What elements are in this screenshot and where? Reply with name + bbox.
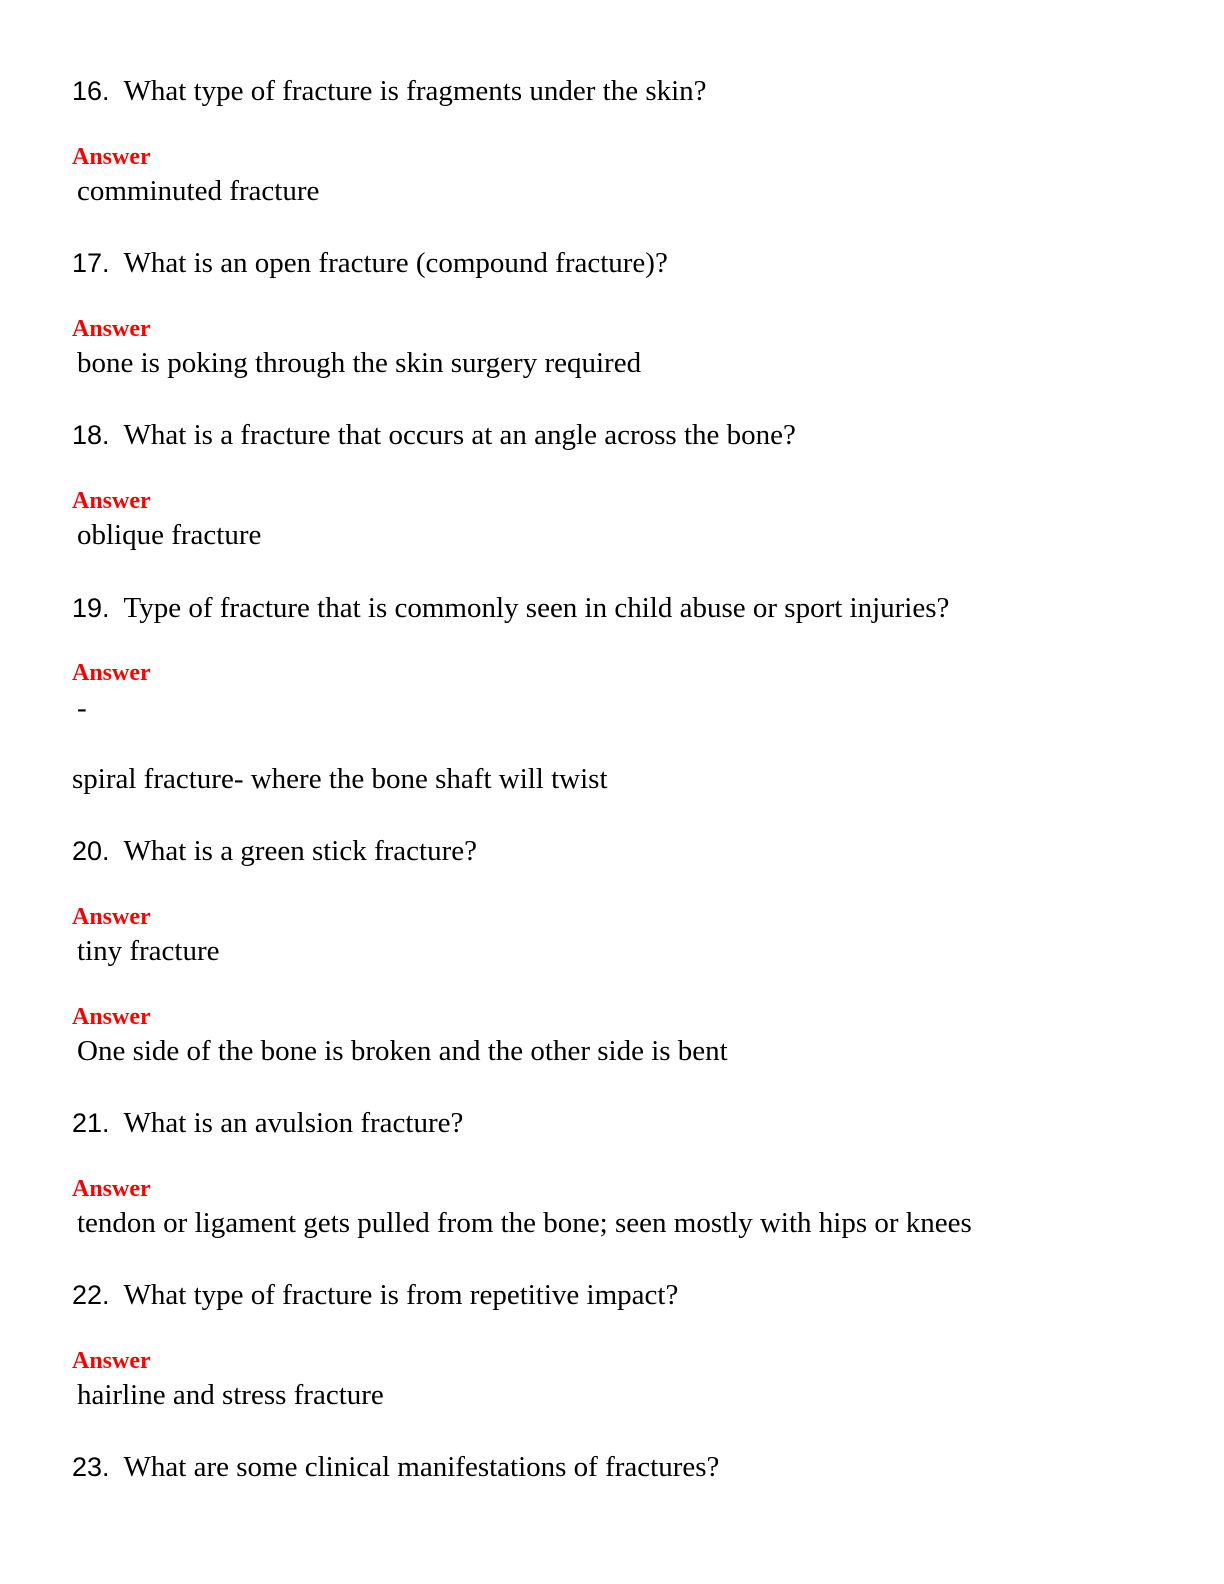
answer-label: Answer <box>72 904 151 930</box>
answer-label: Answer <box>72 488 151 514</box>
question-16 <box>72 77 707 106</box>
answer-text: comminuted fracture <box>77 175 320 207</box>
question-text: Type of fracture that is commonly seen in child abuse or sport injuries? <box>123 592 950 624</box>
question-number: 22. <box>72 1280 110 1310</box>
question-23 <box>72 1453 719 1482</box>
question-text: What type of fracture is fragments under the skin? <box>123 75 707 107</box>
question-number: 18. <box>72 420 110 450</box>
answer-text: oblique fracture <box>77 519 262 551</box>
question-number: 19. <box>72 593 110 623</box>
question-17 <box>72 249 668 278</box>
question-number: 21. <box>72 1108 110 1138</box>
question-20 <box>72 837 477 866</box>
answer-text: One side of the bone is broken and the other side is bent <box>77 1035 728 1067</box>
question-text: What is an open fracture (compound fracture)? <box>123 247 668 279</box>
answer-label: Answer <box>72 1348 151 1374</box>
question-number: 17. <box>72 248 110 278</box>
answer-text: tendon or ligament gets pulled from the bone; seen mostly with hips or knees <box>77 1207 972 1239</box>
question-text: What are some clinical manifestations of fractures? <box>123 1451 720 1483</box>
question-text: What is a fracture that occurs at an angle across the bone? <box>123 419 796 451</box>
question-number: 20. <box>72 836 110 866</box>
question-number: 16. <box>72 76 110 106</box>
question-22 <box>72 1281 678 1310</box>
answer-label: Answer <box>72 1176 151 1202</box>
answer-label: Answer <box>72 660 151 686</box>
answer-label: Answer <box>72 1004 151 1030</box>
answer-text: - <box>77 692 87 724</box>
answer-text: tiny fracture <box>77 935 220 967</box>
answer-text: bone is poking through the skin surgery required <box>77 347 642 379</box>
question-text: What is a green stick fracture? <box>123 835 477 867</box>
question-19 <box>72 594 949 623</box>
question-number: 23. <box>72 1452 110 1482</box>
question-text: What type of fracture is from repetitive impact? <box>123 1279 679 1311</box>
answer-text: hairline and stress fracture <box>77 1379 384 1411</box>
question-text: What is an avulsion fracture? <box>123 1107 464 1139</box>
answer-continuation: spiral fracture- where the bone shaft will twist <box>72 763 608 795</box>
answer-label: Answer <box>72 316 151 342</box>
question-18 <box>72 421 796 450</box>
question-21 <box>72 1109 463 1138</box>
answer-label: Answer <box>72 144 151 170</box>
